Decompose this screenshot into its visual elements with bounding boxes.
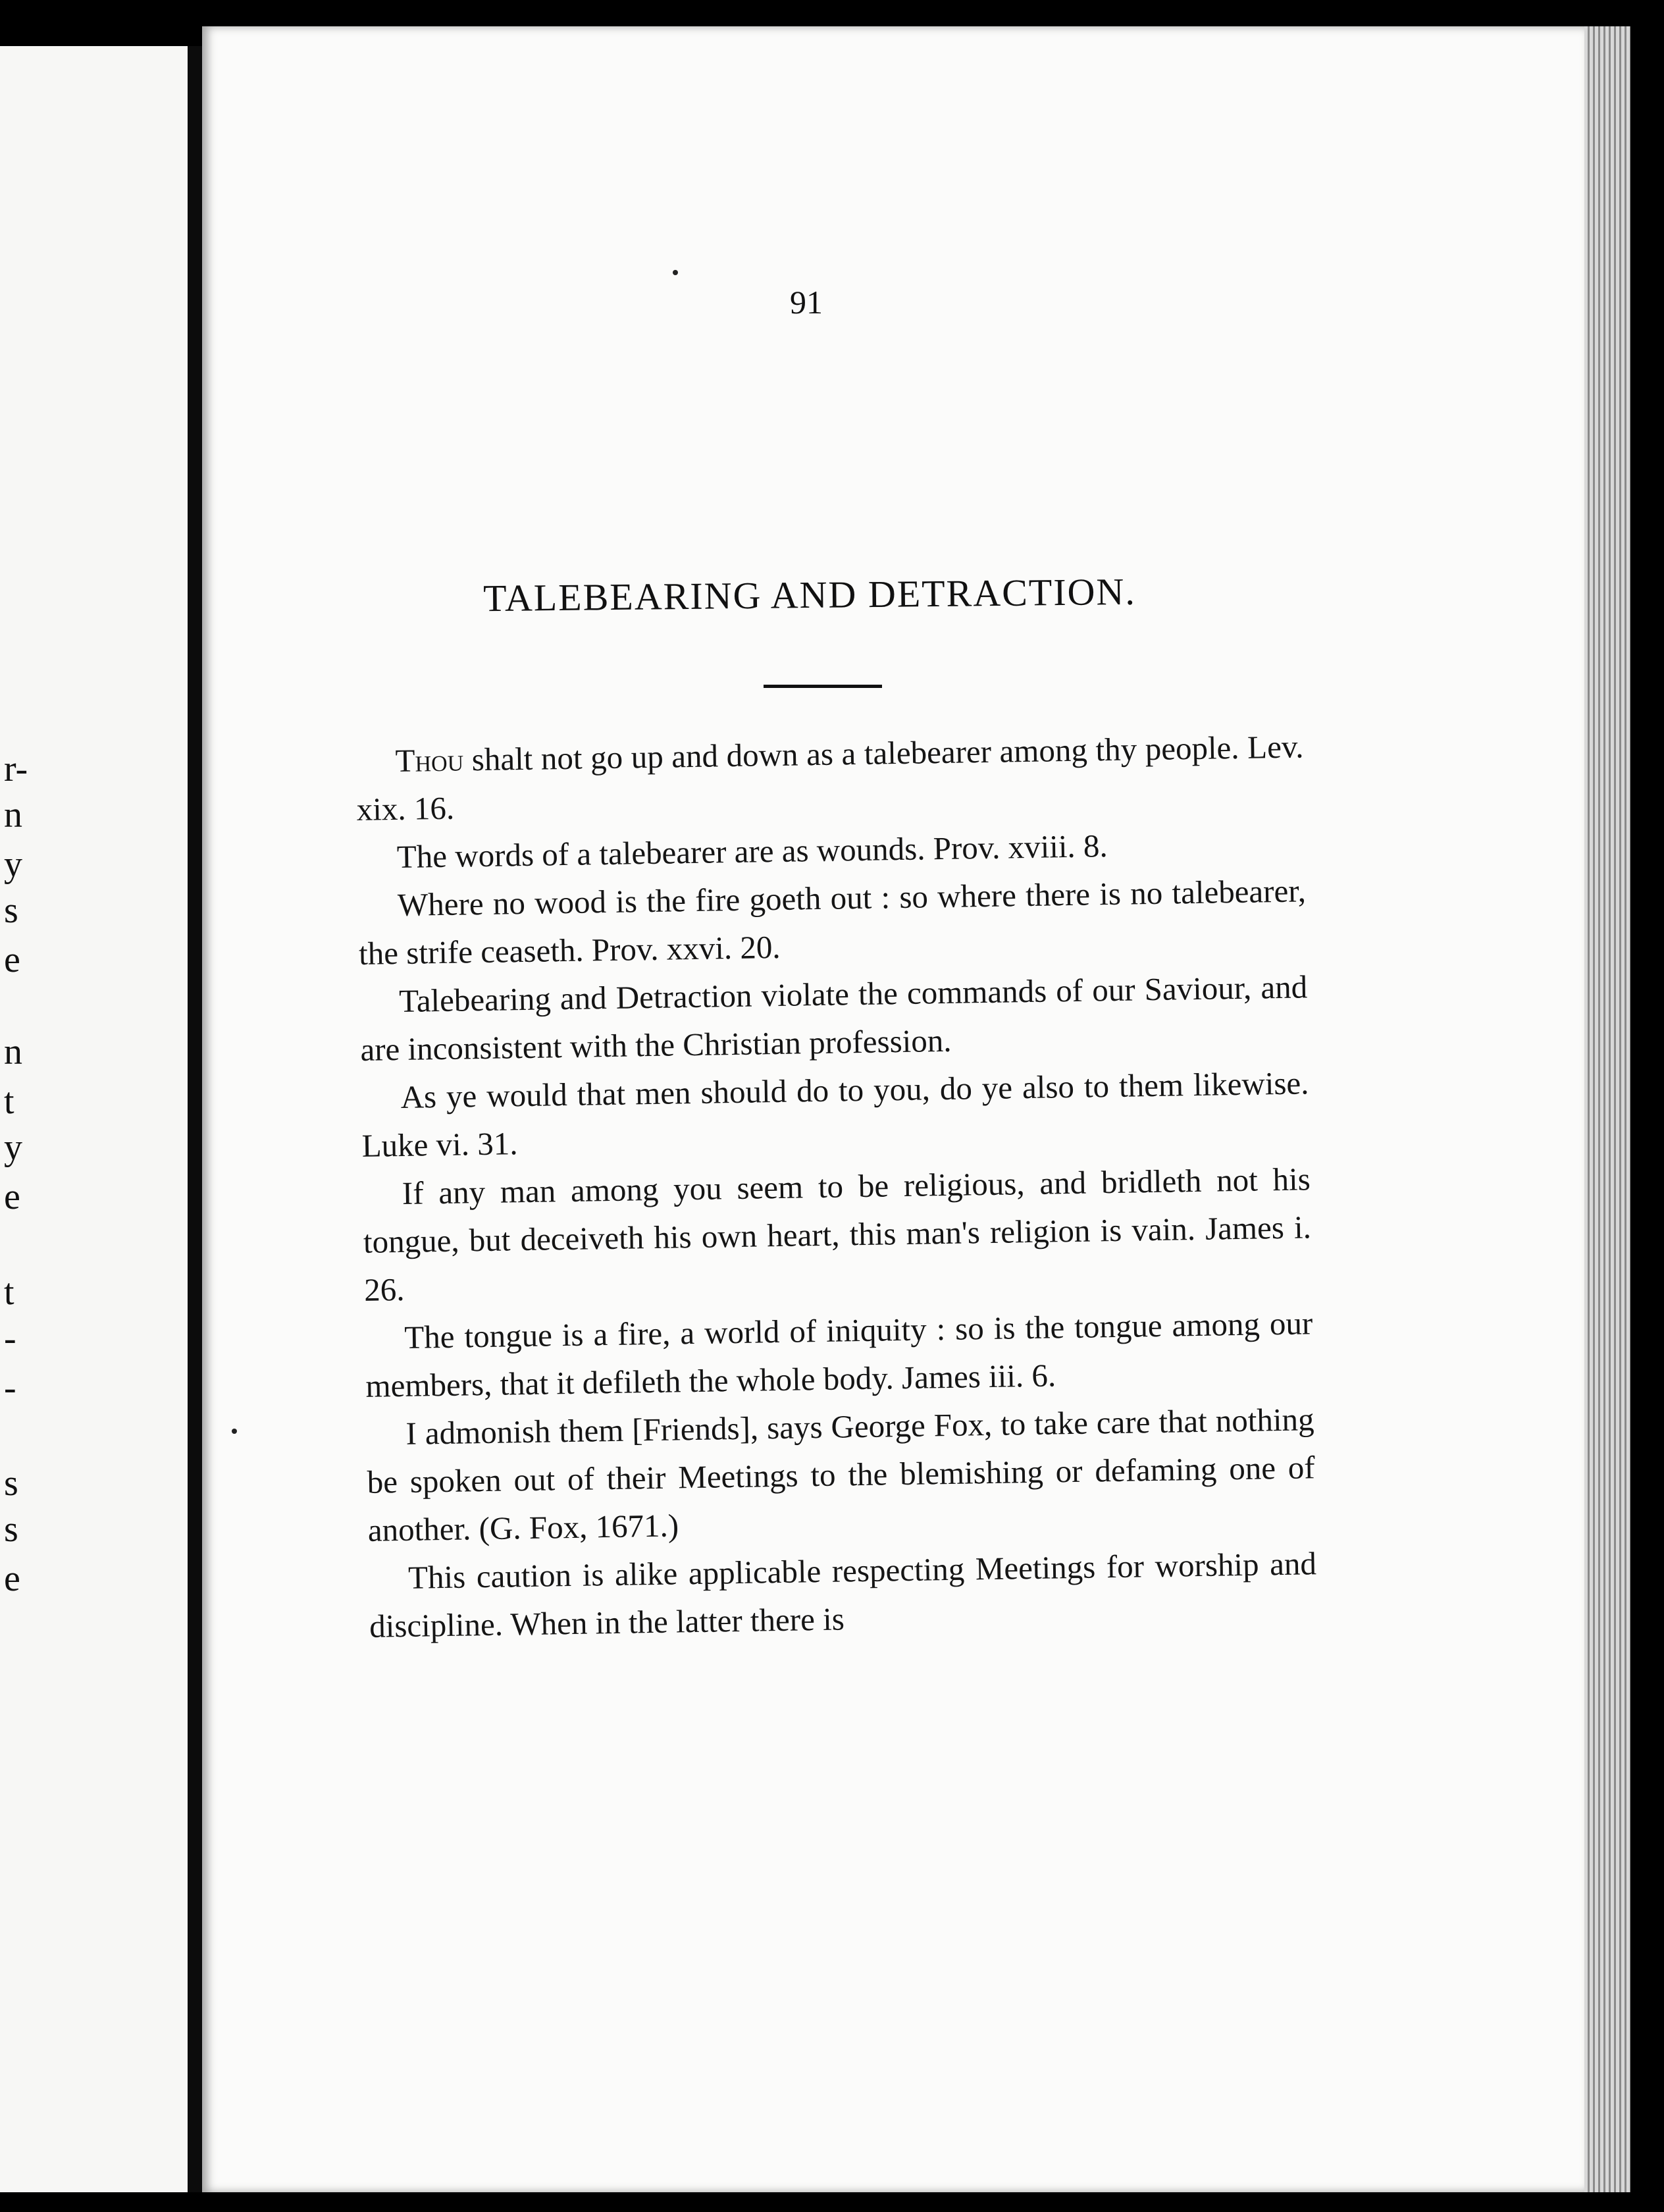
margin-letter: y — [4, 1127, 22, 1168]
paragraph — [359, 962, 1309, 1074]
margin-letter: - — [4, 1367, 16, 1408]
ink-speck — [232, 1429, 237, 1434]
paragraph-text: The words of a talebearer are as wounds. Prov. xviii. 8. — [396, 828, 1108, 876]
margin-letter: s — [4, 1509, 18, 1550]
margin-letter: - — [4, 1318, 16, 1359]
margin-letter: s — [4, 1463, 18, 1504]
chapter-title: TALEBEARING AND DETRACTION. — [482, 569, 1137, 620]
left-page-fragment — [0, 46, 188, 2192]
book-gutter — [188, 46, 202, 2192]
margin-letter: t — [4, 1272, 14, 1313]
page-edges — [1584, 26, 1630, 2192]
paragraph-text: Where no wood is the fire goeth out : so where there is no talebearer, the strife ceaseth. Prov. xxvi. 20. — [358, 872, 1307, 972]
paragraph — [361, 1059, 1310, 1170]
paragraph — [362, 1155, 1312, 1314]
paragraph-lead: Thou — [395, 741, 464, 779]
title-rule — [764, 685, 882, 688]
paragraph — [355, 722, 1305, 833]
page-number: 91 — [790, 284, 823, 321]
paragraph-text: As ye would that men should do to you, do ye also to them likewise. Luke vi. 31. — [361, 1065, 1309, 1164]
paragraph-text: shalt not go up and down as a talebearer among thy people. Lev. xix. 16. — [356, 728, 1304, 828]
paragraph-text: The tongue is a fire, a world of iniquity : so is the tongue among our members, that it defileth the whole body. James iii. 6. — [365, 1305, 1313, 1404]
paragraph-text: I admonish them [Friends], says George Fox, to take care that nothing be spoken out of their Meetings to the blemishing or defaming one of another. (G. Fox, 1671.) — [367, 1401, 1316, 1548]
paragraph — [366, 1395, 1316, 1554]
body-text — [355, 722, 1318, 1650]
paragraph-text: If any man among you seem to be religious, and bridleth not his tongue, but deceiveth his own heart, this man's religion is vain. James i. 26. — [363, 1161, 1312, 1308]
margin-letter: e — [4, 1558, 20, 1599]
margin-letter: t — [4, 1081, 14, 1122]
margin-letter: y — [4, 844, 22, 885]
margin-letter: e — [4, 939, 20, 980]
paragraph — [368, 1539, 1317, 1650]
paragraph — [357, 866, 1307, 978]
margin-letter: s — [4, 890, 18, 931]
margin-letter: n — [4, 795, 22, 835]
margin-letter: r- — [4, 749, 28, 789]
ink-speck — [673, 270, 678, 275]
paragraph — [365, 1299, 1314, 1410]
margin-letter: n — [4, 1032, 22, 1072]
margin-letter: e — [4, 1176, 20, 1217]
paragraph-text: Talebearing and Detraction violate the commands of our Saviour, and are inconsistent with the Christian profession. — [360, 968, 1308, 1068]
paragraph-text: This caution is alike applicable respecting Meetings for worship and discipline. When in the latter there is — [369, 1545, 1317, 1645]
